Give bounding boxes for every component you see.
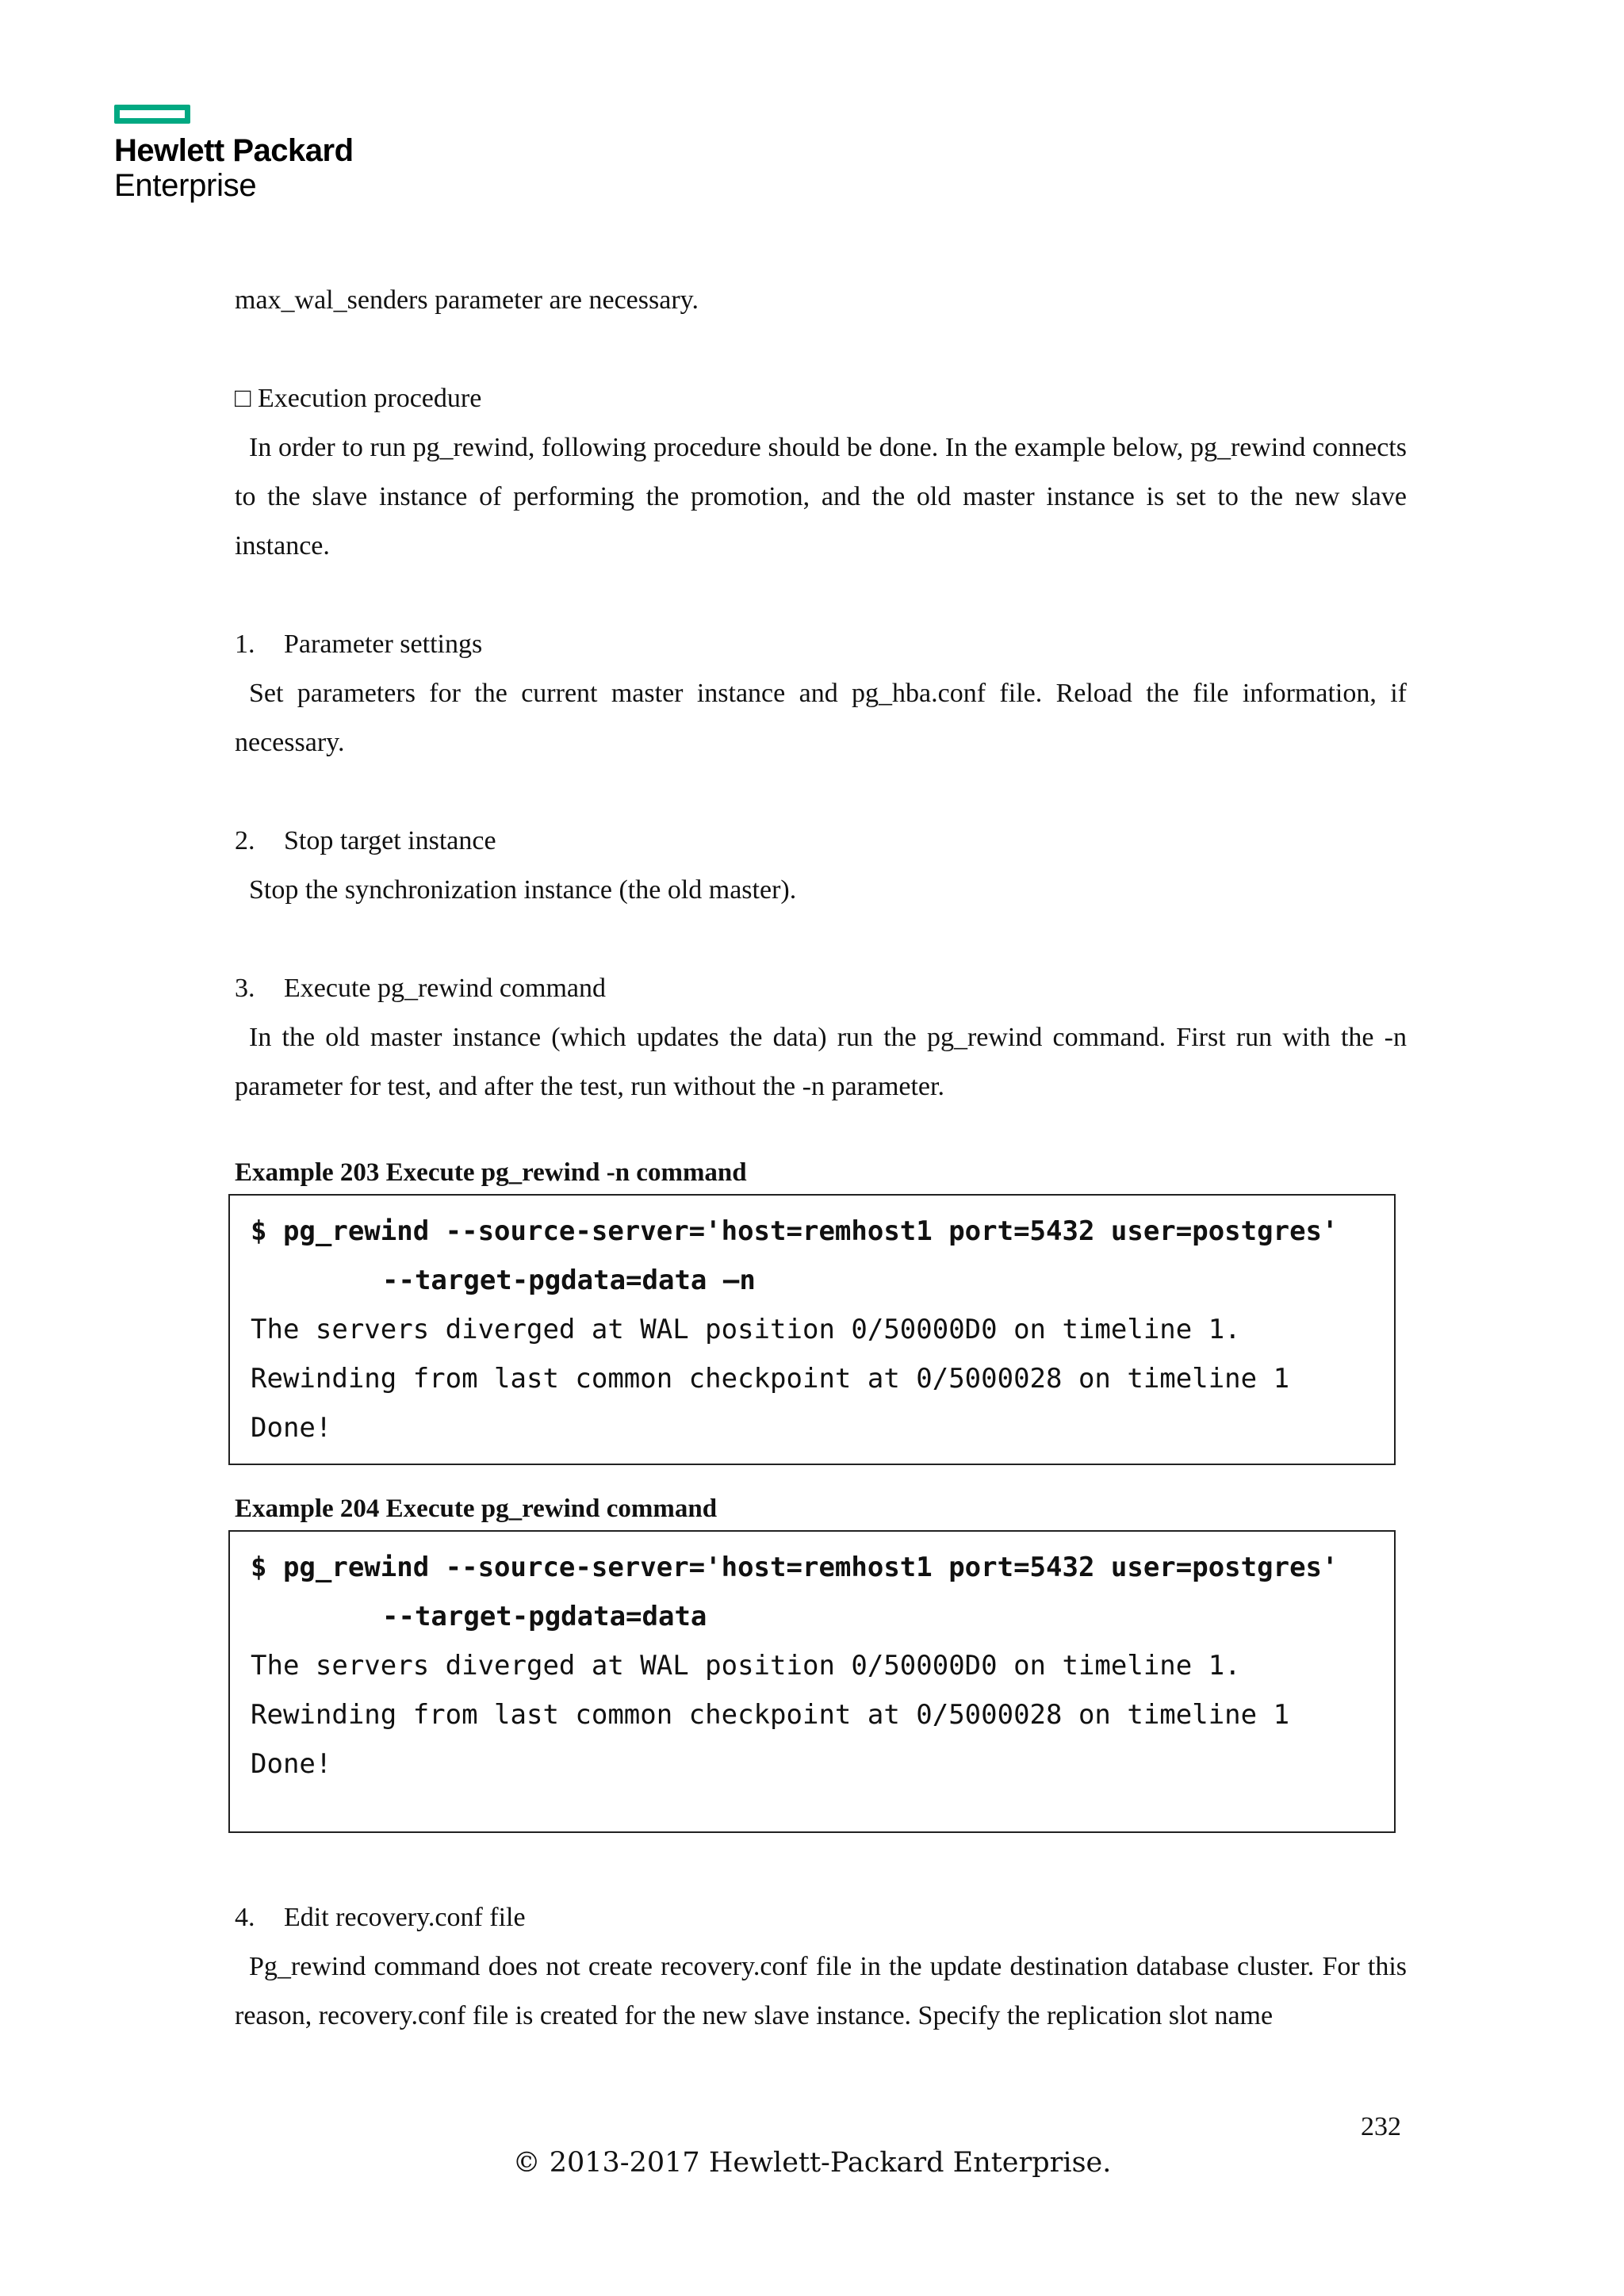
step4-title: Edit recovery.conf file: [284, 1903, 526, 1932]
page-content: [235, 276, 1407, 2041]
logo-text-line1: Hewlett Packard: [114, 133, 354, 168]
step3-paragraph: In the old master instance (which updates the data) run the pg_rewind command. First run with the -n parameter for test, and after the test, run without the -n parameter.: [235, 1023, 1407, 1101]
example204-output-line1: The servers diverged at WAL position 0/50000D0 on timeline 1.: [251, 1650, 1241, 1682]
step4-paragraph: Pg_rewind command does not create recovery.conf file in the update destination database cluster. For this reason, recovery.conf file is created for the new slave instance. Specify the replication slot name: [235, 1952, 1407, 2030]
copyright-notice: © 2013-2017 Hewlett-Packard Enterprise.: [512, 2147, 1112, 2179]
logo-text-line2: Enterprise: [114, 168, 257, 203]
step1-heading: [235, 620, 1407, 669]
intro-paragraph: max_wal_senders parameter are necessary.: [235, 285, 699, 315]
step3-heading: [235, 964, 1407, 1013]
step4-number: 4.: [235, 1903, 255, 1932]
example203-caption: Example 203 Execute pg_rewind -n command: [235, 1158, 747, 1187]
step4-heading: [235, 1893, 1407, 1942]
example204-output-line3: Done!: [251, 1748, 332, 1780]
step2-title: Stop target instance: [284, 826, 496, 855]
example203-code-block: [228, 1194, 1396, 1465]
example204-output-line2: Rewinding from last common checkpoint at 0/5000028 on timeline 1: [251, 1699, 1290, 1731]
step3-number: 3.: [235, 974, 255, 1003]
step1-number: 1.: [235, 629, 255, 659]
section-paragraph: In order to run pg_rewind, following procedure should be done. In the example below, pg_rewind connects to the slave instance of performing the promotion, and the old master instance is set to the new slave instance.: [235, 433, 1407, 561]
step2-paragraph: Stop the synchronization instance (the old master).: [249, 875, 797, 905]
example203-output-line3: Done!: [251, 1412, 332, 1444]
step2-number: 2.: [235, 826, 255, 855]
step2-heading: [235, 817, 1407, 866]
step1-title: Parameter settings: [284, 629, 483, 659]
example204-command-continuation: --target-pgdata=data: [382, 1601, 707, 1632]
section-title: □ Execution procedure: [235, 384, 482, 413]
example203-output-line1: The servers diverged at WAL position 0/50000D0 on timeline 1.: [251, 1314, 1241, 1345]
example204-code-block: [228, 1530, 1396, 1833]
example204-command-line: $ pg_rewind --source-server='host=remhost1 port=5432 user=postgres': [251, 1552, 1339, 1583]
hpe-logo-bar: [114, 105, 190, 124]
example203-command-line: $ pg_rewind --source-server='host=remhost1 port=5432 user=postgres': [251, 1215, 1339, 1247]
example204-caption: Example 204 Execute pg_rewind command: [235, 1494, 718, 1523]
step3-title: Execute pg_rewind command: [284, 974, 606, 1003]
hpe-logo: [114, 105, 354, 203]
example203-output-line2: Rewinding from last common checkpoint at 0/5000028 on timeline 1: [251, 1363, 1290, 1395]
step1-paragraph: Set parameters for the current master instance and pg_hba.conf file. Reload the file information, if necessary.: [235, 679, 1407, 757]
example203-command-continuation: --target-pgdata=data –n: [382, 1265, 756, 1296]
page-number: 232: [1361, 2112, 1401, 2141]
